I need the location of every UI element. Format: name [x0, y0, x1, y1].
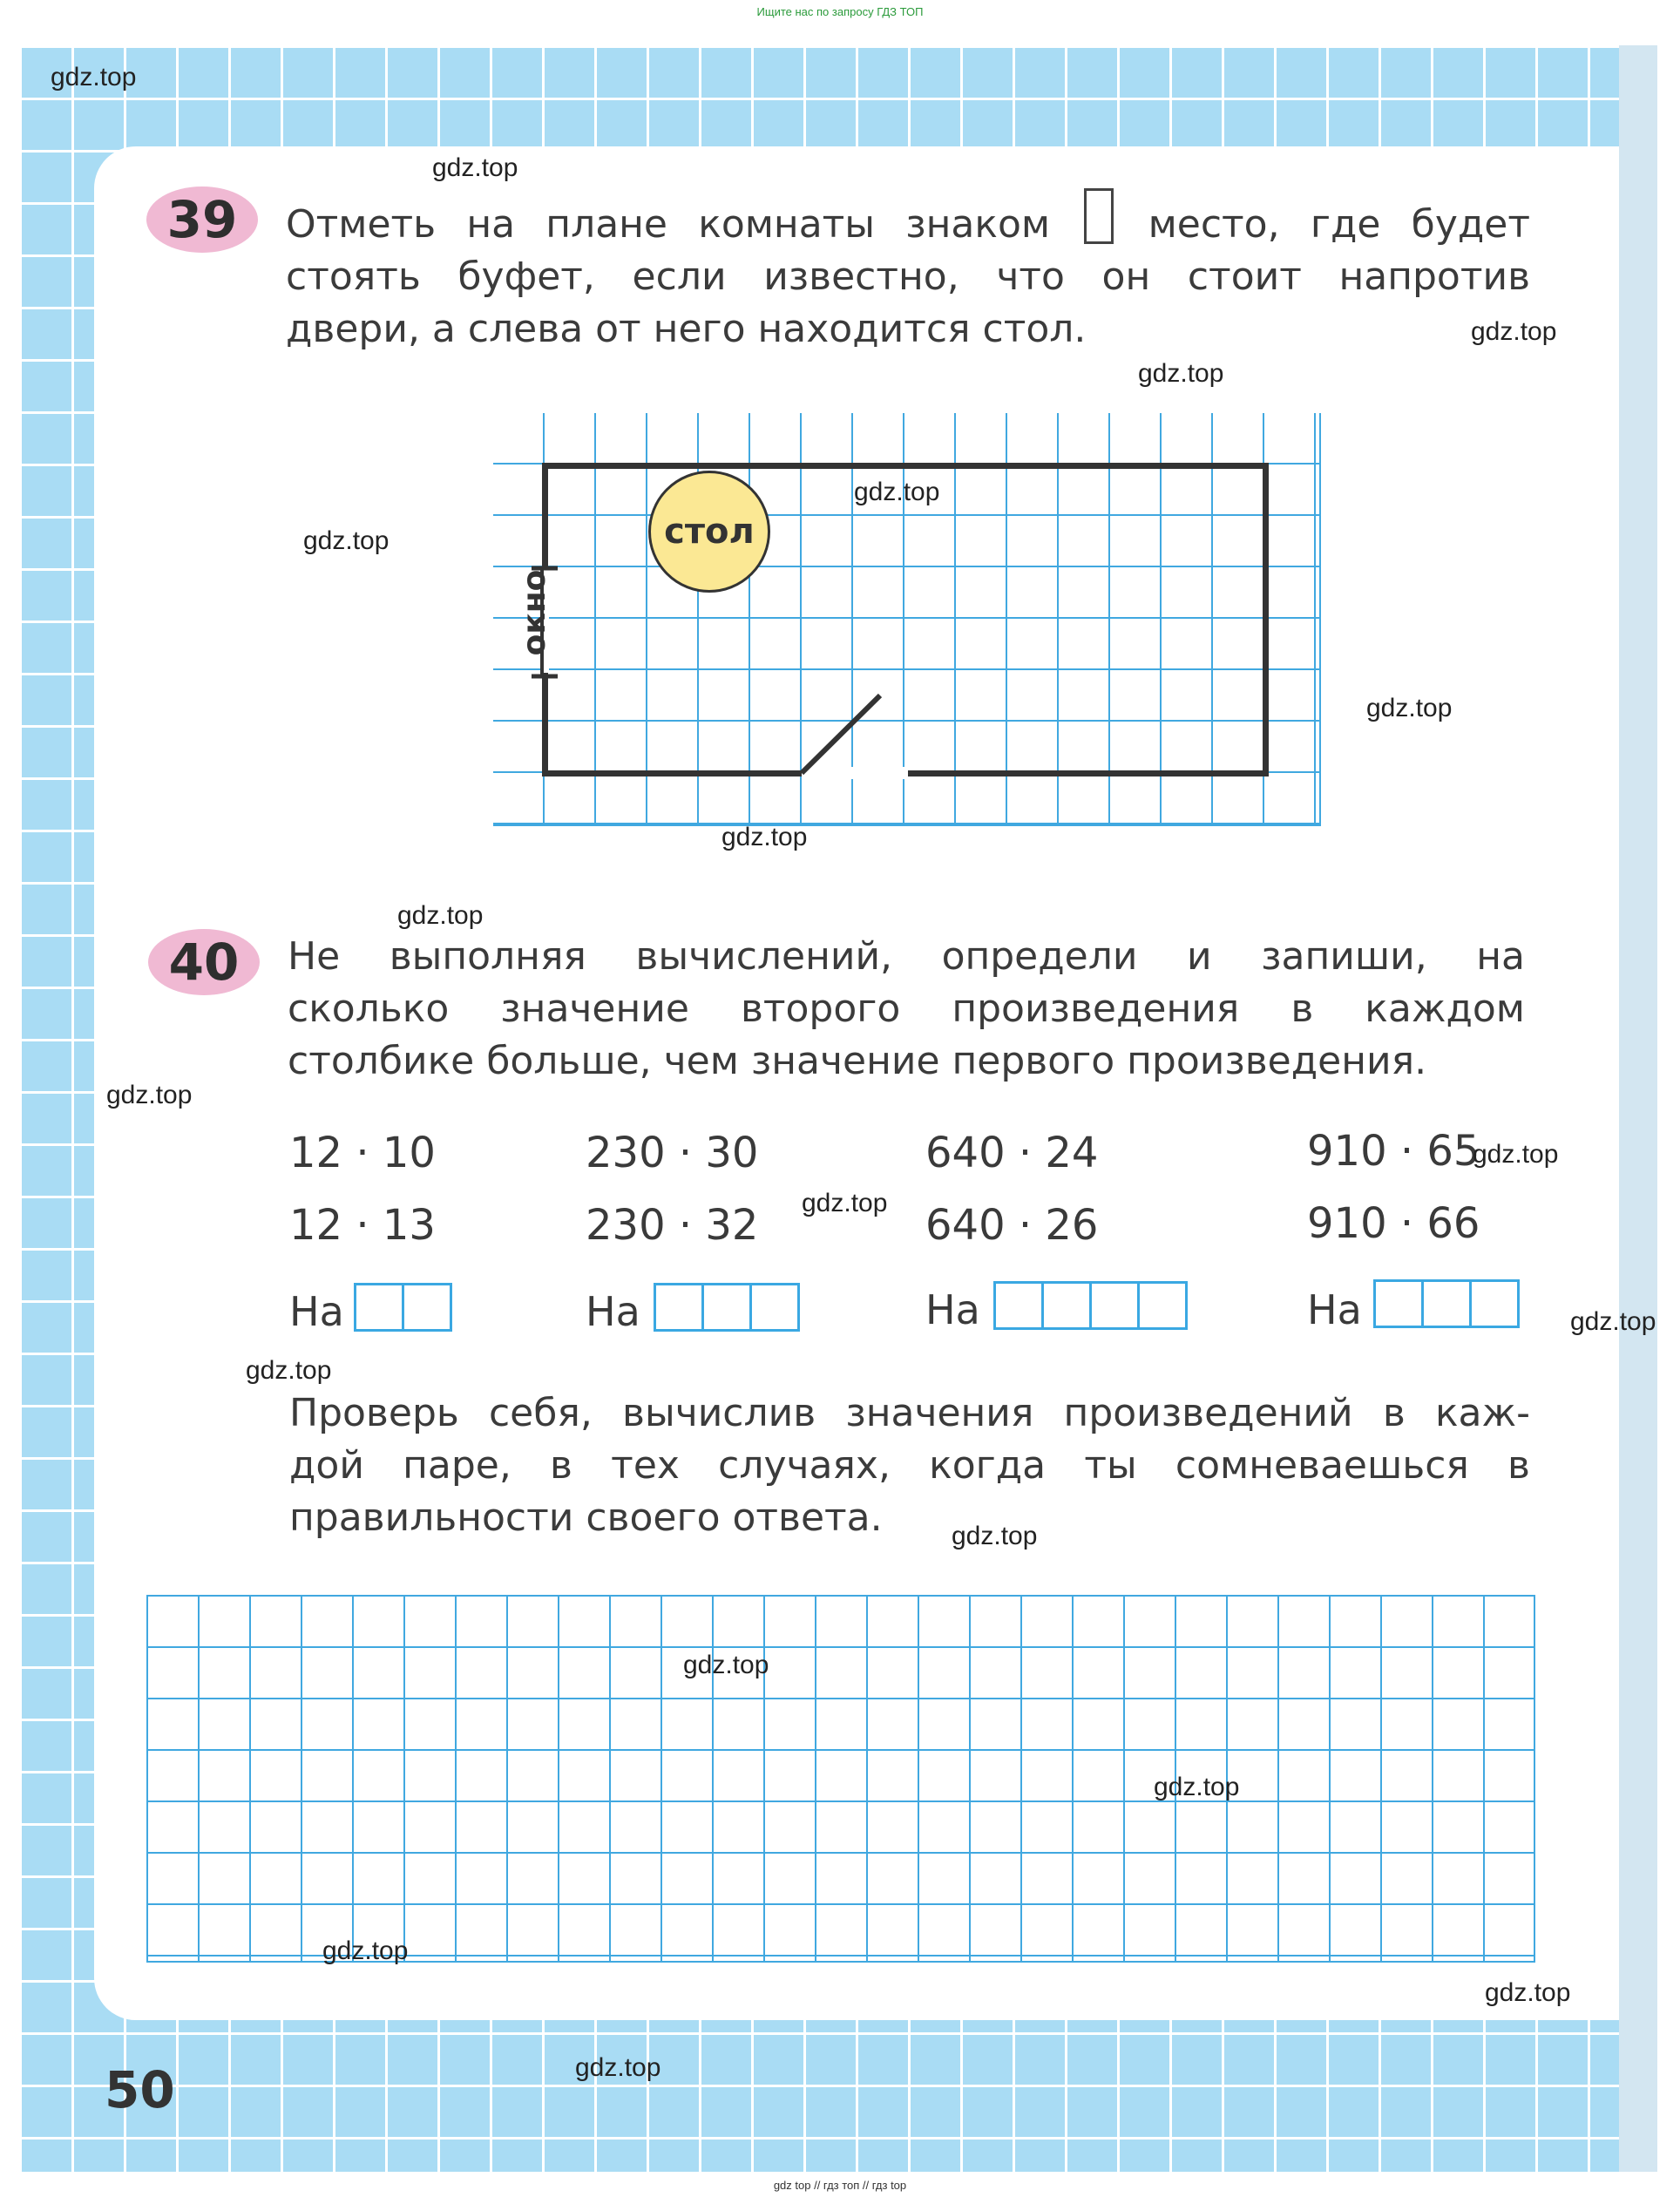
column-1-second-product: 12 · 13 [289, 1201, 436, 1250]
column-1-answer-label: На [289, 1288, 344, 1335]
watermark-text: gdz.top [721, 823, 808, 851]
answer-cell[interactable] [1421, 1279, 1472, 1328]
watermark-text: gdz.top [683, 1651, 769, 1679]
column-3-first-product: 640 · 24 [925, 1129, 1099, 1177]
watermark-text: gdz.top [854, 478, 940, 506]
table-circle: стол [648, 471, 770, 593]
column-3-answer-label: На [925, 1286, 980, 1333]
page-number: 50 [105, 2060, 175, 2119]
answer-cell[interactable] [1469, 1279, 1520, 1328]
check-line-1: Проверь себя, вычислив значения произведений в каж- [289, 1391, 1530, 1435]
answer-cell[interactable] [1373, 1279, 1424, 1328]
buffet-symbol-icon [1084, 188, 1114, 244]
task-39-line-3: двери, а слева от него находится стол. [286, 307, 1087, 351]
answer-cell[interactable] [701, 1283, 752, 1332]
column-1-answer-cells[interactable] [354, 1283, 450, 1332]
task-39-line-1 [286, 188, 1530, 251]
task-40-line-1: Не выполняя вычислений, определи и запиши, на [288, 934, 1525, 979]
answer-cell[interactable] [1041, 1281, 1092, 1330]
task-39-line-1-start: Отметь на плане комнаты знаком [286, 202, 1051, 247]
watermark-text: gdz.top [1366, 694, 1453, 722]
watermark-text: gdz.top [246, 1356, 332, 1385]
task-40-number: 40 [148, 929, 260, 995]
check-line-3: правильности своего ответа. [289, 1495, 883, 1540]
task-40-text [288, 931, 1525, 1088]
door-icon [784, 680, 898, 784]
watermark-text: gdz.top [1473, 1140, 1559, 1169]
answer-cell[interactable] [402, 1283, 452, 1332]
column-3-answer-cells[interactable] [993, 1281, 1185, 1330]
task-39-number: 39 [146, 186, 258, 253]
answer-cell[interactable] [1137, 1281, 1188, 1330]
header-note: Ищите нас по запросу ГДЗ ТОП [756, 5, 924, 18]
column-1-first-product: 12 · 10 [289, 1129, 436, 1177]
column-2-second-product: 230 · 32 [586, 1201, 759, 1250]
watermark-text: gdz.top [1570, 1307, 1656, 1336]
watermark-text: gdz.top [51, 63, 137, 92]
task-39-line-1-end: место, где будет [1148, 202, 1530, 247]
task-40-line-3: столбике больше, чем значение первого произведения. [288, 1039, 1427, 1083]
column-2-answer-cells[interactable] [654, 1283, 797, 1332]
check-yourself-text [289, 1387, 1530, 1544]
watermark-text: gdz.top [106, 1081, 193, 1109]
footer-note: gdz top // гдз топ // гдз top [773, 2179, 907, 2192]
task-40-line-2: сколько значение второго произведения в каждом [288, 987, 1525, 1031]
column-4-first-product: 910 · 65 [1307, 1127, 1480, 1176]
page-edge-strip [1619, 45, 1657, 2172]
answer-cell[interactable] [354, 1283, 404, 1332]
watermark-text: gdz.top [432, 153, 518, 182]
column-3-second-product: 640 · 26 [925, 1201, 1099, 1250]
answer-cell[interactable] [993, 1281, 1044, 1330]
watermark-text: gdz.top [303, 526, 390, 555]
column-2-first-product: 230 · 30 [586, 1129, 759, 1177]
watermark-text: gdz.top [1154, 1773, 1240, 1801]
watermark-text: gdz.top [322, 1936, 409, 1965]
watermark-text: gdz.top [952, 1522, 1038, 1550]
window-label: окно [517, 569, 552, 656]
watermark-text: gdz.top [1138, 359, 1224, 388]
column-4-answer-label: На [1307, 1286, 1362, 1333]
task-39-line-2: стоять буфет, если известно, что он стоит напротив [286, 254, 1530, 299]
watermark-text: gdz.top [1485, 1978, 1571, 2007]
answer-cell[interactable] [1089, 1281, 1140, 1330]
room-walls [542, 463, 1269, 776]
answer-work-grid[interactable] [146, 1595, 1535, 1963]
watermark-text: gdz.top [575, 2053, 661, 2082]
column-4-second-product: 910 · 66 [1307, 1199, 1480, 1248]
task-39-text [286, 188, 1530, 356]
answer-cell[interactable] [654, 1283, 704, 1332]
column-4-answer-cells[interactable] [1373, 1279, 1517, 1328]
watermark-text: gdz.top [1471, 317, 1557, 346]
check-line-2: дой паре, в тех случаях, когда ты сомневаешься в [289, 1443, 1530, 1488]
answer-cell[interactable] [749, 1283, 800, 1332]
watermark-text: gdz.top [802, 1189, 888, 1217]
watermark-text: gdz.top [397, 901, 484, 930]
column-2-answer-label: На [586, 1288, 640, 1335]
